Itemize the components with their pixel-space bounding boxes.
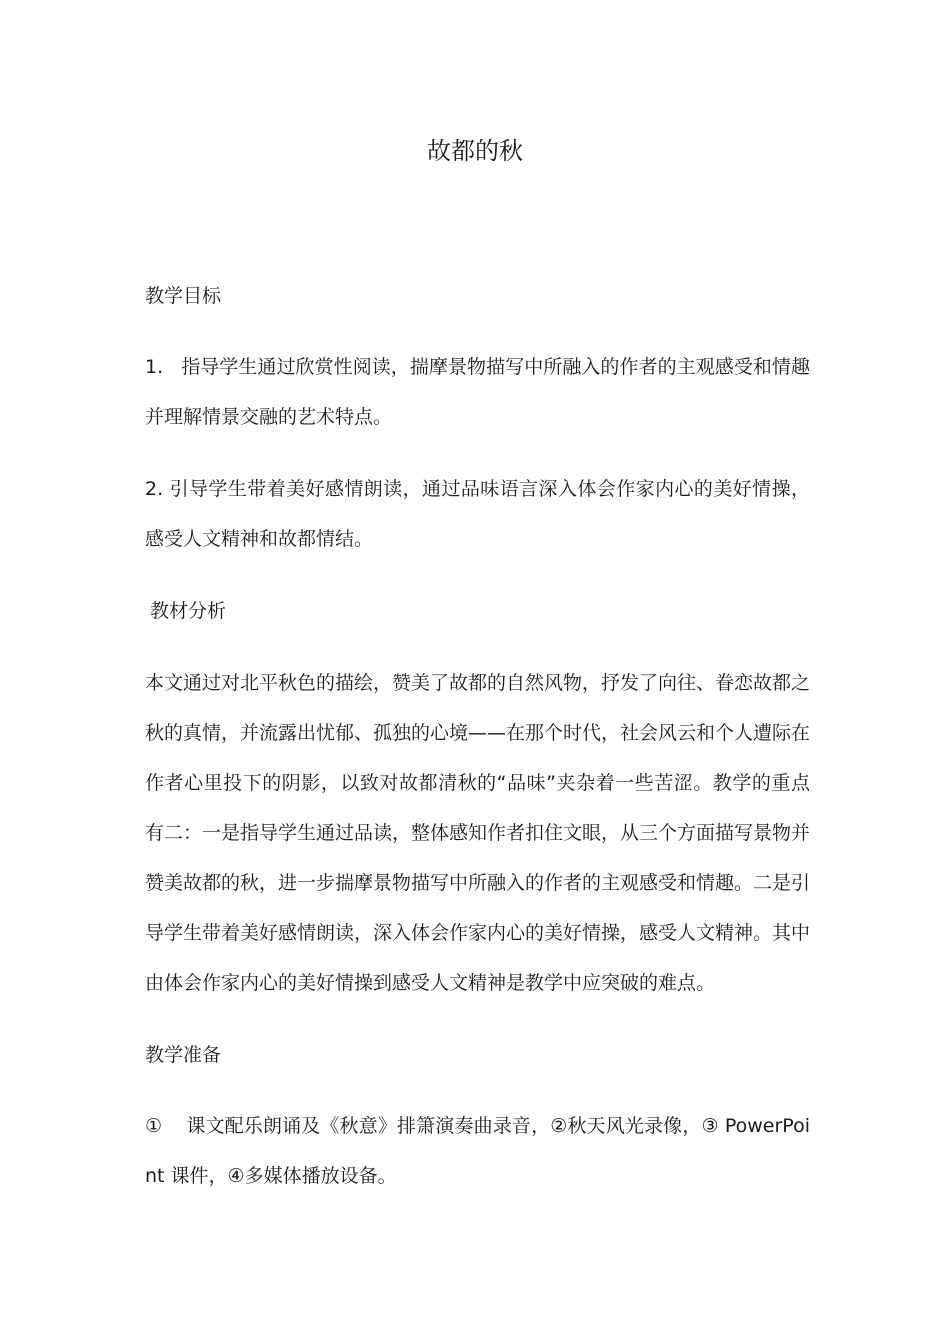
- objective-item-1-number: 1.: [145, 356, 164, 378]
- preparation-item: [145, 1101, 810, 1201]
- objective-item-2: 2. 引导学生带着美好感情朗读，通过品味语言深入体会作家内心的美好情操，感受人文精神和故都情结。: [145, 478, 810, 550]
- preparation-heading: 教学准备: [145, 1044, 222, 1066]
- document-title: 故都的秋: [427, 137, 523, 165]
- preparation-item-mark: ①: [145, 1115, 163, 1137]
- analysis-paragraph: 本文通过对北平秋色的描绘，赞美了故都的自然风物，抒发了向往、眷恋故都之秋的真情，并流露出忧郁、孤独的心境——在那个时代，社会风云和个人遭际在作者心里投下的阴影，以致对故都清秋的“品味”夹杂着一些苦涩。教学的重点有二：一是指导学生通过品读，整体感知作者扣住文眼，从三个方面描写景物并赞美故都的秋，进一步揣摩景物描写中所融入的作者的主观感受和情趣。二是引导学生带着美好感情朗读，深入体会作家内心的美好情操，感受人文精神。其中由体会作家内心的美好情操到感受人文精神是教学中应突破的难点。: [145, 672, 811, 994]
- preparation-item-text: 课文配乐朗诵及《秋意》排箫演奏曲录音，②秋天风光录像，③ PowerPoint 课件，④多媒体播放设备。: [145, 1115, 810, 1187]
- objective-item-1: [145, 342, 810, 442]
- analysis-heading: 教材分析: [150, 600, 227, 622]
- objectives-heading: 教学目标: [145, 285, 222, 307]
- objective-item-1-text: 指导学生通过欣赏性阅读，揣摩景物描写中所融入的作者的主观感受和情趣并理解情景交融的艺术特点。: [145, 356, 810, 428]
